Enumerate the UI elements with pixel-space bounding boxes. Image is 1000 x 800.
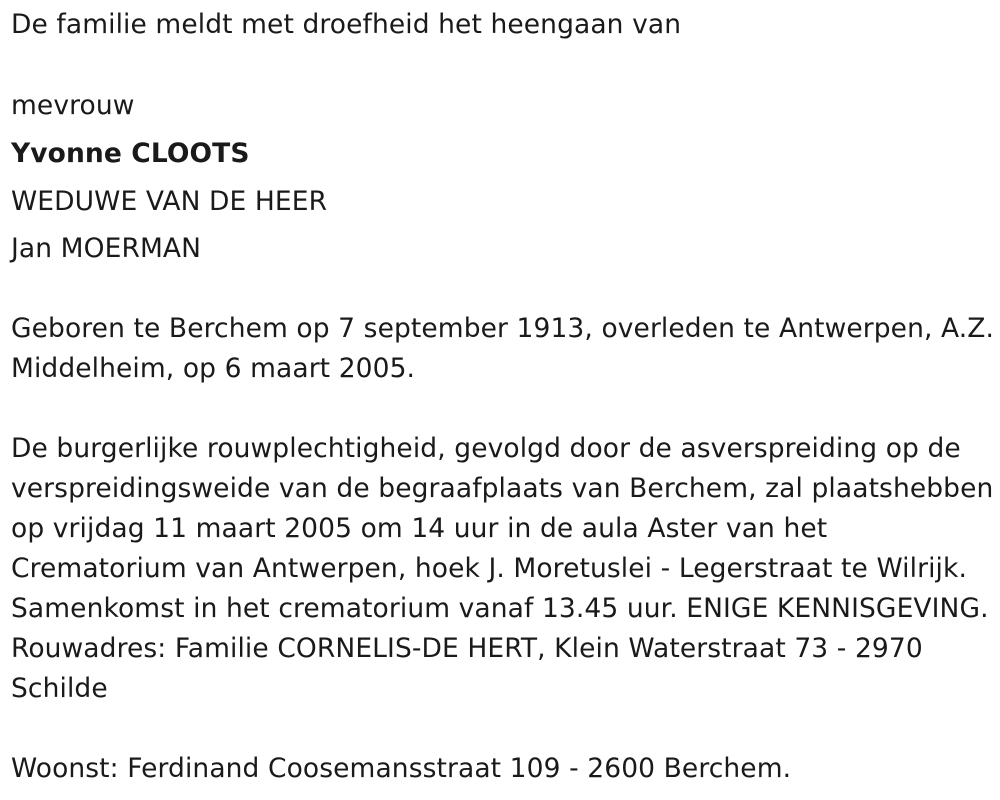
husband-name: Jan MOERMAN: [11, 233, 202, 264]
ceremony-line: Schilde: [11, 673, 108, 704]
ceremony-line: Rouwadres: Familie CORNELIS-DE HERT, Klein Waterstraat 73 - 2970: [11, 633, 923, 664]
ceremony-line: Samenkomst in het crematorium vanaf 13.45 uur. ENIGE KENNISGEVING.: [11, 593, 989, 624]
ceremony-line: verspreidingsweide van de begraafplaats van Berchem, zal plaatshebben: [11, 473, 994, 504]
ceremony-line: Crematorium van Antwerpen, hoek J. Moretuslei - Legerstraat te Wilrijk.: [11, 553, 967, 584]
ceremony-line: op vrijdag 11 maart 2005 om 14 uur in de aula Aster van het: [11, 513, 828, 544]
intro-text: De familie meldt met droefheid het heengaan van: [11, 9, 682, 40]
widow-of-label: WEDUWE VAN DE HEER: [11, 186, 328, 217]
residence-address: Woonst: Ferdinand Coosemansstraat 109 - 2600 Berchem.: [11, 753, 792, 784]
deceased-name: Yvonne CLOOTS: [11, 138, 250, 169]
birth-death-line: Geboren te Berchem op 7 september 1913, overleden te Antwerpen, A.Z.: [11, 313, 995, 344]
birth-death-line: Middelheim, op 6 maart 2005.: [11, 353, 416, 384]
honorific: mevrouw: [11, 90, 135, 121]
ceremony-line: De burgerlijke rouwplechtigheid, gevolgd door de asverspreiding op de: [11, 433, 961, 464]
